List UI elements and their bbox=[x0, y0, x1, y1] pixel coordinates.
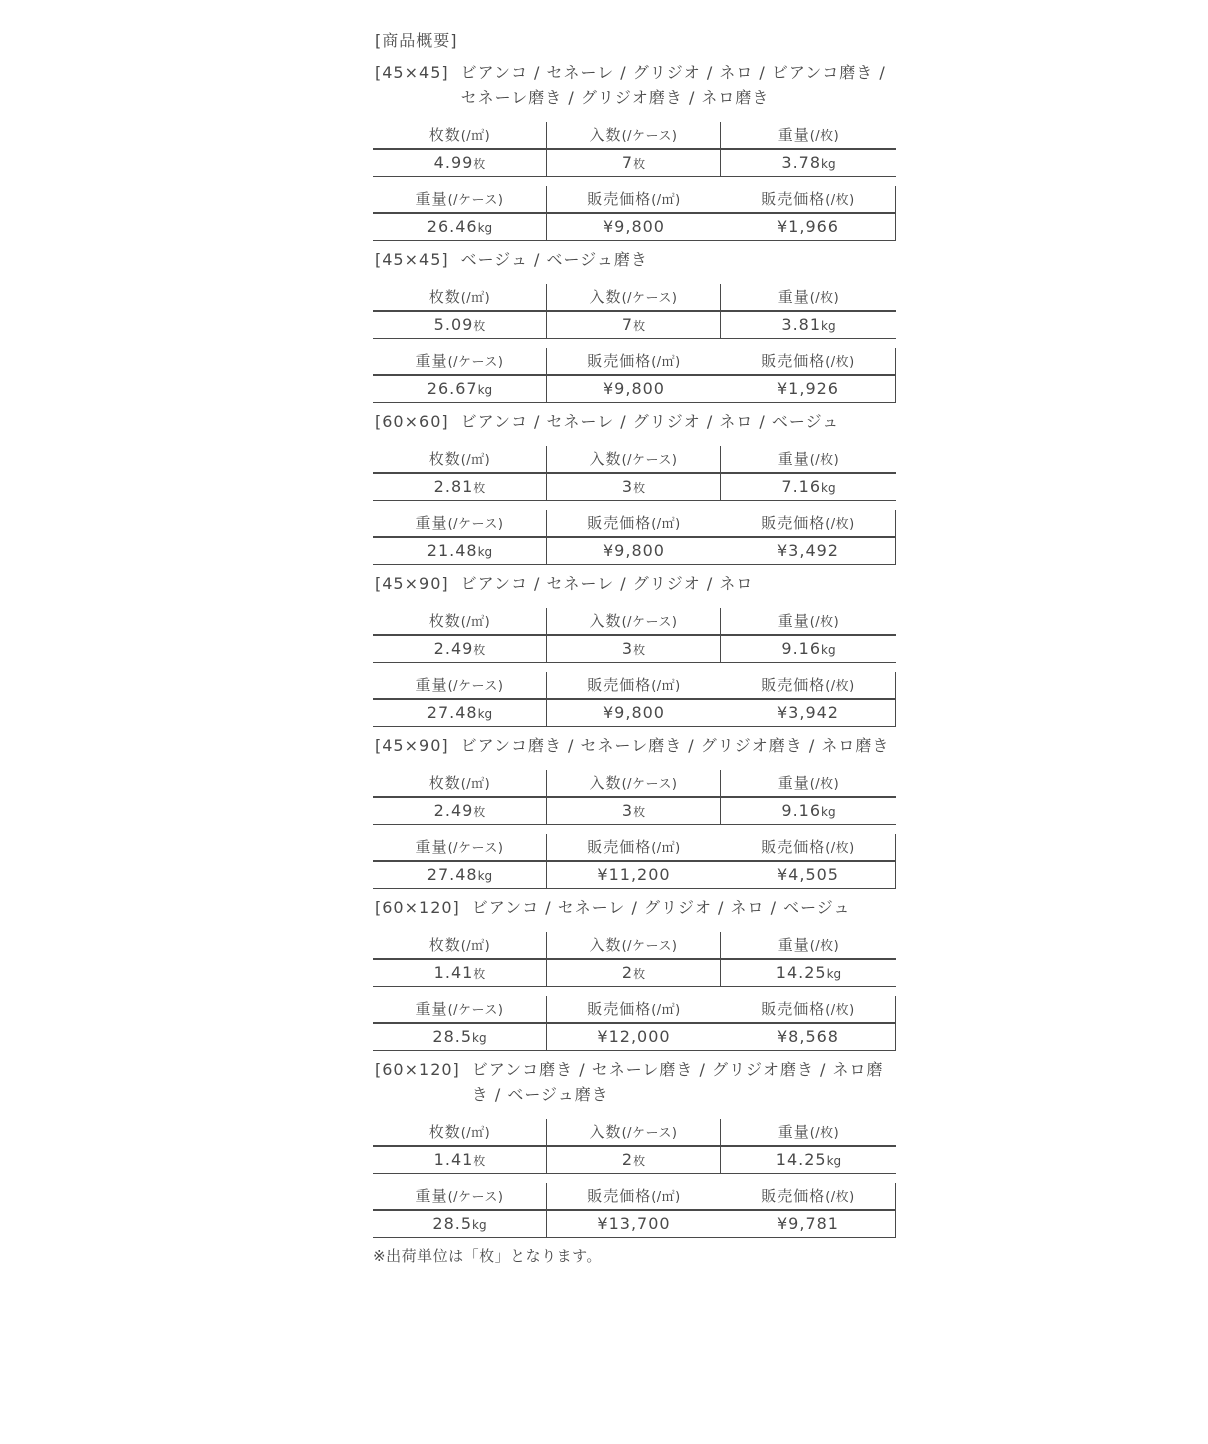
header-per-case-unit: (/ケース) bbox=[621, 291, 678, 306]
section-title bbox=[375, 1057, 896, 1107]
value-sheets-per-m2 bbox=[373, 150, 547, 177]
value-weight-per-case bbox=[373, 538, 547, 565]
value-sheets-per-m2-unit: 枚 bbox=[473, 967, 486, 981]
size-label: [45×45] bbox=[375, 63, 449, 82]
header-per-case bbox=[547, 770, 721, 798]
value-price-per-sheet bbox=[721, 376, 896, 403]
header-per-case-text: 入数 bbox=[589, 1123, 622, 1141]
value-weight-per-case-unit: kg bbox=[477, 221, 493, 235]
header-price-per-sheet bbox=[721, 348, 896, 376]
header-price-per-m2-unit: (/㎡) bbox=[651, 517, 681, 532]
header-per-case-text: 入数 bbox=[589, 288, 622, 306]
value-sheets-per-m2-number: 2.49 bbox=[433, 639, 474, 658]
header-per-case-text: 入数 bbox=[589, 612, 622, 630]
spec-section bbox=[373, 60, 896, 241]
header-price-per-sheet-unit: (/枚) bbox=[825, 841, 855, 856]
value-weight-per-case bbox=[373, 376, 547, 403]
header-weight-per-case-unit: (/ケース) bbox=[447, 517, 504, 532]
value-weight-per-case-unit: kg bbox=[477, 383, 493, 397]
header-price-per-m2-text: 販売価格 bbox=[587, 838, 652, 856]
header-price-per-m2-text: 販売価格 bbox=[587, 1187, 652, 1205]
value-per-case-number: 3 bbox=[621, 477, 634, 496]
color-names: ベージュ / ベージュ磨き bbox=[460, 250, 648, 269]
header-price-per-m2-text: 販売価格 bbox=[587, 1000, 652, 1018]
value-price-per-sheet bbox=[721, 538, 896, 565]
value-weight-per-case bbox=[373, 862, 547, 889]
header-weight-per-case-text: 重量 bbox=[415, 190, 448, 208]
value-price-per-sheet-number: ¥1,926 bbox=[777, 379, 839, 398]
header-price-per-sheet bbox=[721, 834, 896, 862]
spec-section bbox=[373, 571, 896, 727]
value-weight-per-sheet bbox=[721, 150, 896, 177]
header-per-case bbox=[547, 932, 721, 960]
header-price-per-sheet-unit: (/枚) bbox=[825, 517, 855, 532]
header-price-per-m2-unit: (/㎡) bbox=[651, 1190, 681, 1205]
header-weight-per-sheet-unit: (/枚) bbox=[809, 615, 840, 630]
row-spacer bbox=[373, 339, 896, 348]
product-summary bbox=[373, 28, 896, 1268]
value-price-per-m2 bbox=[547, 862, 721, 889]
value-price-per-sheet bbox=[721, 700, 896, 727]
header-sheets-per-m2-unit: (/㎡) bbox=[460, 1126, 491, 1141]
color-names: ビアンコ / セネーレ / グリジオ / ネロ / ベージュ bbox=[471, 898, 851, 917]
value-price-per-sheet bbox=[721, 214, 896, 241]
header-weight-per-sheet-text: 重量 bbox=[777, 612, 810, 630]
value-weight-per-sheet-unit: kg bbox=[826, 967, 842, 981]
header-per-case-text: 入数 bbox=[589, 126, 622, 144]
value-weight-per-case-number: 27.48 bbox=[426, 703, 478, 722]
header-weight-per-sheet bbox=[721, 770, 896, 798]
value-weight-per-case-number: 26.46 bbox=[426, 217, 478, 236]
value-price-per-sheet bbox=[721, 1024, 896, 1051]
value-per-case-unit: 枚 bbox=[633, 967, 646, 981]
value-weight-per-sheet-number: 3.78 bbox=[781, 153, 822, 172]
header-weight-per-sheet-text: 重量 bbox=[777, 1123, 810, 1141]
header-per-case-text: 入数 bbox=[589, 774, 622, 792]
color-names: ビアンコ磨き / セネーレ磨き / グリジオ磨き / ネロ磨き / ベージュ磨き bbox=[471, 1060, 884, 1104]
value-weight-per-sheet-unit: kg bbox=[821, 481, 836, 495]
color-names: ビアンコ / セネーレ / グリジオ / ネロ bbox=[460, 574, 754, 593]
value-price-per-m2 bbox=[547, 1211, 721, 1238]
row-spacer bbox=[373, 987, 896, 996]
header-sheets-per-m2-text: 枚数 bbox=[428, 1123, 461, 1141]
header-weight-per-sheet-text: 重量 bbox=[777, 126, 810, 144]
header-sheets-per-m2-unit: (/㎡) bbox=[460, 615, 491, 630]
value-weight-per-case-number: 28.5 bbox=[432, 1027, 473, 1046]
value-per-case bbox=[547, 960, 721, 987]
value-weight-per-sheet bbox=[721, 312, 896, 339]
value-sheets-per-m2 bbox=[373, 312, 547, 339]
value-sheets-per-m2 bbox=[373, 636, 547, 663]
value-price-per-m2 bbox=[547, 700, 721, 727]
section-title bbox=[375, 247, 896, 272]
header-price-per-sheet-unit: (/枚) bbox=[825, 193, 855, 208]
value-price-per-m2-number: ¥12,000 bbox=[597, 1027, 671, 1046]
value-weight-per-sheet bbox=[721, 798, 896, 825]
header-price-per-sheet-unit: (/枚) bbox=[825, 679, 855, 694]
value-per-case-unit: 枚 bbox=[633, 805, 646, 819]
header-price-per-m2-unit: (/㎡) bbox=[651, 355, 681, 370]
value-sheets-per-m2-unit: 枚 bbox=[473, 805, 486, 819]
value-weight-per-case-number: 21.48 bbox=[426, 541, 478, 560]
header-price-per-m2-text: 販売価格 bbox=[587, 676, 652, 694]
value-price-per-sheet bbox=[721, 1211, 896, 1238]
header-weight-per-case-unit: (/ケース) bbox=[447, 679, 504, 694]
value-per-case-unit: 枚 bbox=[633, 157, 646, 171]
size-label: [45×90] bbox=[375, 736, 449, 755]
value-weight-per-case-unit: kg bbox=[477, 545, 493, 559]
header-weight-per-sheet bbox=[721, 122, 896, 150]
value-price-per-m2 bbox=[547, 214, 721, 241]
header-sheets-per-m2-unit: (/㎡) bbox=[460, 453, 491, 468]
value-sheets-per-m2-number: 1.41 bbox=[433, 963, 474, 982]
value-weight-per-sheet bbox=[721, 636, 896, 663]
header-weight-per-case-text: 重量 bbox=[415, 838, 448, 856]
header-weight-per-sheet-text: 重量 bbox=[777, 774, 810, 792]
header-price-per-sheet bbox=[721, 510, 896, 538]
value-weight-per-sheet-unit: kg bbox=[821, 157, 836, 171]
header-sheets-per-m2 bbox=[373, 284, 547, 312]
header-sheets-per-m2 bbox=[373, 1119, 547, 1147]
value-weight-per-case-unit: kg bbox=[477, 869, 493, 883]
header-sheets-per-m2-text: 枚数 bbox=[428, 126, 461, 144]
value-weight-per-sheet-unit: kg bbox=[821, 643, 836, 657]
value-price-per-m2-number: ¥9,800 bbox=[603, 541, 665, 560]
value-weight-per-case bbox=[373, 700, 547, 727]
value-per-case-number: 7 bbox=[621, 153, 634, 172]
value-weight-per-sheet-number: 9.16 bbox=[781, 639, 822, 658]
header-weight-per-case-text: 重量 bbox=[415, 352, 448, 370]
header-price-per-m2-unit: (/㎡) bbox=[651, 193, 681, 208]
value-sheets-per-m2-unit: 枚 bbox=[473, 319, 486, 333]
header-sheets-per-m2-unit: (/㎡) bbox=[460, 939, 491, 954]
size-label: [60×120] bbox=[375, 898, 460, 917]
header-per-case-text: 入数 bbox=[589, 450, 622, 468]
header-sheets-per-m2 bbox=[373, 122, 547, 150]
value-per-case-unit: 枚 bbox=[633, 643, 646, 657]
value-sheets-per-m2-number: 1.41 bbox=[433, 1150, 474, 1169]
value-weight-per-sheet-unit: kg bbox=[821, 805, 836, 819]
header-sheets-per-m2 bbox=[373, 770, 547, 798]
spec-table bbox=[373, 284, 896, 403]
value-sheets-per-m2-number: 5.09 bbox=[433, 315, 474, 334]
header-price-per-sheet bbox=[721, 996, 896, 1024]
header-per-case-unit: (/ケース) bbox=[621, 777, 678, 792]
spec-section bbox=[373, 733, 896, 889]
header-price-per-m2-text: 販売価格 bbox=[587, 514, 652, 532]
spec-table bbox=[373, 608, 896, 727]
header-per-case bbox=[547, 284, 721, 312]
header-weight-per-sheet bbox=[721, 284, 896, 312]
header-weight-per-case bbox=[373, 510, 547, 538]
header-price-per-sheet-unit: (/枚) bbox=[825, 355, 855, 370]
header-price-per-sheet-text: 販売価格 bbox=[761, 1000, 826, 1018]
header-sheets-per-m2-text: 枚数 bbox=[428, 288, 461, 306]
header-price-per-m2 bbox=[547, 1183, 721, 1211]
header-per-case-text: 入数 bbox=[589, 936, 622, 954]
value-per-case-number: 7 bbox=[621, 315, 634, 334]
value-weight-per-sheet-number: 14.25 bbox=[775, 963, 827, 982]
header-weight-per-sheet-unit: (/枚) bbox=[809, 453, 840, 468]
value-weight-per-case-number: 28.5 bbox=[432, 1214, 473, 1233]
value-weight-per-sheet-unit: kg bbox=[826, 1154, 842, 1168]
header-weight-per-sheet bbox=[721, 932, 896, 960]
header-price-per-m2 bbox=[547, 510, 721, 538]
header-sheets-per-m2-text: 枚数 bbox=[428, 450, 461, 468]
color-names: ビアンコ / セネーレ / グリジオ / ネロ / ビアンコ磨き / セネーレ磨き / グリジオ磨き / ネロ磨き bbox=[460, 63, 886, 107]
value-sheets-per-m2 bbox=[373, 960, 547, 987]
header-price-per-m2-text: 販売価格 bbox=[587, 352, 652, 370]
header-per-case bbox=[547, 446, 721, 474]
value-weight-per-sheet bbox=[721, 960, 896, 987]
header-price-per-m2-unit: (/㎡) bbox=[651, 841, 681, 856]
value-price-per-m2 bbox=[547, 1024, 721, 1051]
header-price-per-sheet-unit: (/枚) bbox=[825, 1003, 855, 1018]
header-price-per-sheet-text: 販売価格 bbox=[761, 676, 826, 694]
header-weight-per-sheet-text: 重量 bbox=[777, 936, 810, 954]
header-weight-per-case-unit: (/ケース) bbox=[447, 355, 504, 370]
header-price-per-sheet-text: 販売価格 bbox=[761, 514, 826, 532]
spec-sections bbox=[373, 60, 896, 1238]
header-price-per-m2 bbox=[547, 672, 721, 700]
value-weight-per-case-number: 27.48 bbox=[426, 865, 478, 884]
size-label: [60×120] bbox=[375, 1060, 460, 1079]
value-weight-per-case bbox=[373, 1211, 547, 1238]
value-per-case-unit: 枚 bbox=[633, 319, 646, 333]
section-title bbox=[375, 733, 896, 758]
header-price-per-sheet-unit: (/枚) bbox=[825, 1190, 855, 1205]
header-sheets-per-m2 bbox=[373, 608, 547, 636]
row-spacer bbox=[373, 663, 896, 672]
value-weight-per-sheet-number: 14.25 bbox=[775, 1150, 827, 1169]
header-weight-per-sheet-unit: (/枚) bbox=[809, 777, 840, 792]
row-spacer bbox=[373, 825, 896, 834]
header-weight-per-case-unit: (/ケース) bbox=[447, 1190, 504, 1205]
value-sheets-per-m2-unit: 枚 bbox=[473, 643, 486, 657]
value-weight-per-case-number: 26.67 bbox=[426, 379, 478, 398]
value-price-per-m2 bbox=[547, 376, 721, 403]
header-per-case bbox=[547, 608, 721, 636]
value-price-per-m2-number: ¥9,800 bbox=[603, 217, 665, 236]
header-per-case-unit: (/ケース) bbox=[621, 129, 678, 144]
header-weight-per-case bbox=[373, 996, 547, 1024]
value-per-case bbox=[547, 1147, 721, 1174]
header-weight-per-case bbox=[373, 672, 547, 700]
header-sheets-per-m2-text: 枚数 bbox=[428, 774, 461, 792]
header-price-per-sheet bbox=[721, 672, 896, 700]
header-price-per-m2 bbox=[547, 996, 721, 1024]
value-price-per-sheet-number: ¥4,505 bbox=[777, 865, 839, 884]
header-sheets-per-m2 bbox=[373, 446, 547, 474]
value-price-per-sheet-number: ¥1,966 bbox=[777, 217, 839, 236]
value-sheets-per-m2-unit: 枚 bbox=[473, 157, 486, 171]
header-weight-per-case-text: 重量 bbox=[415, 1000, 448, 1018]
header-price-per-sheet-text: 販売価格 bbox=[761, 190, 826, 208]
header-weight-per-sheet-unit: (/枚) bbox=[809, 291, 840, 306]
value-sheets-per-m2-number: 2.49 bbox=[433, 801, 474, 820]
header-weight-per-case bbox=[373, 186, 547, 214]
header-weight-per-case-unit: (/ケース) bbox=[447, 1003, 504, 1018]
value-price-per-m2-number: ¥9,800 bbox=[603, 703, 665, 722]
value-weight-per-case-unit: kg bbox=[472, 1031, 487, 1045]
spec-table bbox=[373, 770, 896, 889]
value-weight-per-case bbox=[373, 214, 547, 241]
header-price-per-sheet bbox=[721, 1183, 896, 1211]
value-per-case-number: 2 bbox=[621, 963, 634, 982]
value-weight-per-case bbox=[373, 1024, 547, 1051]
value-per-case bbox=[547, 798, 721, 825]
section-title bbox=[375, 895, 896, 920]
value-price-per-m2-number: ¥13,700 bbox=[597, 1214, 671, 1233]
header-weight-per-sheet bbox=[721, 608, 896, 636]
header-per-case bbox=[547, 122, 721, 150]
header-sheets-per-m2-unit: (/㎡) bbox=[460, 291, 491, 306]
value-sheets-per-m2-number: 2.81 bbox=[433, 477, 474, 496]
section-title bbox=[375, 409, 896, 434]
value-weight-per-sheet-number: 3.81 bbox=[781, 315, 822, 334]
header-weight-per-case-text: 重量 bbox=[415, 676, 448, 694]
size-label: [45×45] bbox=[375, 250, 449, 269]
spec-table bbox=[373, 932, 896, 1051]
header-sheets-per-m2-unit: (/㎡) bbox=[460, 129, 491, 144]
header-weight-per-sheet-unit: (/枚) bbox=[809, 939, 840, 954]
size-label: [60×60] bbox=[375, 412, 449, 431]
header-weight-per-case bbox=[373, 834, 547, 862]
value-price-per-sheet-number: ¥8,568 bbox=[777, 1027, 839, 1046]
value-price-per-m2-number: ¥11,200 bbox=[597, 865, 671, 884]
row-spacer bbox=[373, 1174, 896, 1183]
value-price-per-sheet bbox=[721, 862, 896, 889]
header-sheets-per-m2-unit: (/㎡) bbox=[460, 777, 491, 792]
value-price-per-m2 bbox=[547, 538, 721, 565]
size-label: [45×90] bbox=[375, 574, 449, 593]
color-names: ビアンコ / セネーレ / グリジオ / ネロ / ベージュ bbox=[460, 412, 840, 431]
value-weight-per-sheet-unit: kg bbox=[821, 319, 836, 333]
header-weight-per-case-text: 重量 bbox=[415, 514, 448, 532]
color-names: ビアンコ磨き / セネーレ磨き / グリジオ磨き / ネロ磨き bbox=[460, 736, 890, 755]
value-weight-per-sheet bbox=[721, 1147, 896, 1174]
value-sheets-per-m2-unit: 枚 bbox=[473, 1154, 486, 1168]
value-weight-per-sheet bbox=[721, 474, 896, 501]
value-per-case bbox=[547, 150, 721, 177]
header-sheets-per-m2 bbox=[373, 932, 547, 960]
header-weight-per-sheet bbox=[721, 446, 896, 474]
header-weight-per-sheet-unit: (/枚) bbox=[809, 1126, 840, 1141]
spec-section bbox=[373, 895, 896, 1051]
header-weight-per-case-unit: (/ケース) bbox=[447, 841, 504, 856]
header-weight-per-case-text: 重量 bbox=[415, 1187, 448, 1205]
header-weight-per-sheet-text: 重量 bbox=[777, 288, 810, 306]
value-sheets-per-m2 bbox=[373, 798, 547, 825]
shipping-unit-note: ※出荷単位は「枚」となります。 bbox=[373, 1247, 602, 1265]
value-per-case-number: 3 bbox=[621, 801, 634, 820]
header-sheets-per-m2-text: 枚数 bbox=[428, 612, 461, 630]
value-per-case-unit: 枚 bbox=[633, 1154, 646, 1168]
header-price-per-sheet-text: 販売価格 bbox=[761, 352, 826, 370]
header-price-per-m2-unit: (/㎡) bbox=[651, 679, 681, 694]
header-weight-per-case-unit: (/ケース) bbox=[447, 193, 504, 208]
value-weight-per-sheet-number: 9.16 bbox=[781, 801, 822, 820]
spec-section bbox=[373, 1057, 896, 1238]
value-sheets-per-m2-unit: 枚 bbox=[473, 481, 486, 495]
header-per-case-unit: (/ケース) bbox=[621, 453, 678, 468]
header-price-per-m2-unit: (/㎡) bbox=[651, 1003, 681, 1018]
header-price-per-m2 bbox=[547, 834, 721, 862]
value-per-case bbox=[547, 636, 721, 663]
header-price-per-m2 bbox=[547, 348, 721, 376]
header-price-per-sheet bbox=[721, 186, 896, 214]
spec-table bbox=[373, 446, 896, 565]
value-weight-per-case-unit: kg bbox=[472, 1218, 487, 1232]
value-per-case-unit: 枚 bbox=[633, 481, 646, 495]
value-per-case bbox=[547, 312, 721, 339]
header-weight-per-case bbox=[373, 1183, 547, 1211]
header-price-per-m2 bbox=[547, 186, 721, 214]
header-weight-per-sheet-unit: (/枚) bbox=[809, 129, 840, 144]
value-sheets-per-m2-number: 4.99 bbox=[433, 153, 474, 172]
value-sheets-per-m2 bbox=[373, 1147, 547, 1174]
header-per-case bbox=[547, 1119, 721, 1147]
header-weight-per-case bbox=[373, 348, 547, 376]
spec-section bbox=[373, 247, 896, 403]
value-price-per-sheet-number: ¥3,492 bbox=[777, 541, 839, 560]
header-per-case-unit: (/ケース) bbox=[621, 939, 678, 954]
value-price-per-sheet-number: ¥3,942 bbox=[777, 703, 839, 722]
header-sheets-per-m2-text: 枚数 bbox=[428, 936, 461, 954]
value-price-per-sheet-number: ¥9,781 bbox=[777, 1214, 839, 1233]
header-price-per-sheet-text: 販売価格 bbox=[761, 838, 826, 856]
value-per-case-number: 2 bbox=[621, 1150, 634, 1169]
spec-table bbox=[373, 1119, 896, 1238]
section-title bbox=[375, 571, 896, 596]
row-spacer bbox=[373, 501, 896, 510]
header-weight-per-sheet-text: 重量 bbox=[777, 450, 810, 468]
value-per-case bbox=[547, 474, 721, 501]
row-spacer bbox=[373, 177, 896, 186]
section-title bbox=[375, 60, 896, 110]
header-price-per-m2-text: 販売価格 bbox=[587, 190, 652, 208]
header-per-case-unit: (/ケース) bbox=[621, 615, 678, 630]
page-title: [商品概要] bbox=[375, 31, 458, 50]
header-price-per-sheet-text: 販売価格 bbox=[761, 1187, 826, 1205]
value-weight-per-sheet-number: 7.16 bbox=[781, 477, 822, 496]
header-weight-per-sheet bbox=[721, 1119, 896, 1147]
value-weight-per-case-unit: kg bbox=[477, 707, 493, 721]
value-sheets-per-m2 bbox=[373, 474, 547, 501]
value-price-per-m2-number: ¥9,800 bbox=[603, 379, 665, 398]
spec-table bbox=[373, 122, 896, 241]
header-per-case-unit: (/ケース) bbox=[621, 1126, 678, 1141]
value-per-case-number: 3 bbox=[621, 639, 634, 658]
spec-section bbox=[373, 409, 896, 565]
